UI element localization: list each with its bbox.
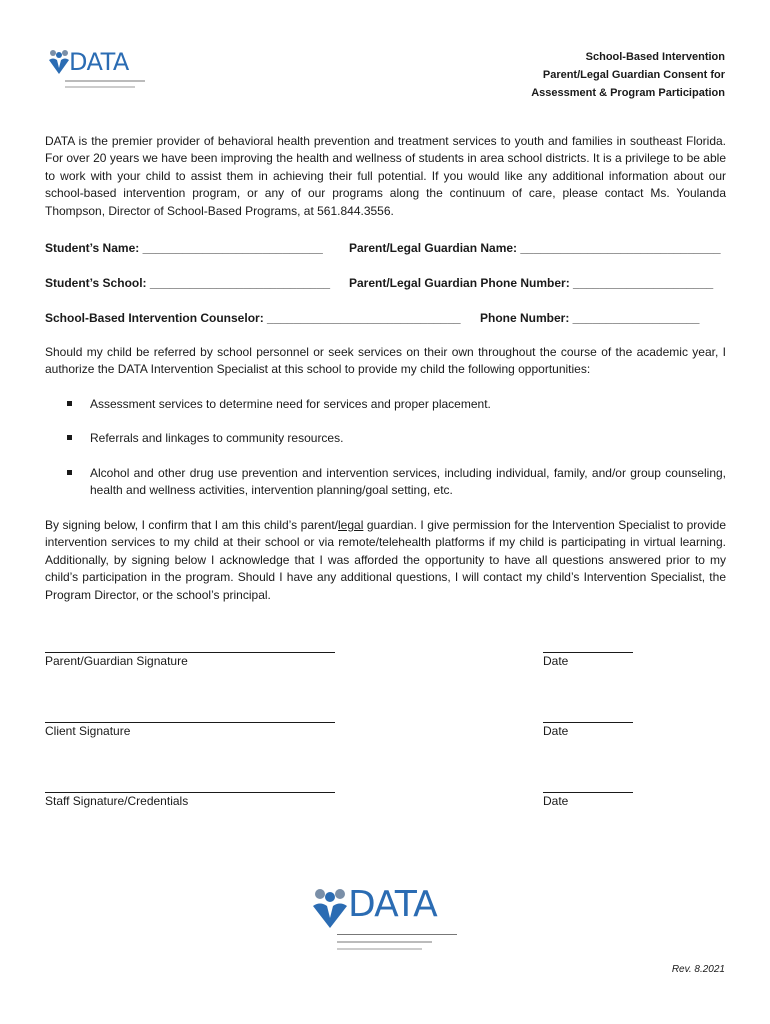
- list-item: Referrals and linkages to community resources.: [45, 430, 726, 447]
- date-label: Date: [543, 724, 569, 738]
- list-item: Alcohol and other drug use prevention and intervention services, including individual, family, and/or group counseling, health and wellness activities, intervention planning/goal setting, etc.: [45, 465, 726, 500]
- counselor-field[interactable]: School-Based Intervention Counselor: _____________________________: [45, 311, 461, 325]
- title-line-1: School-Based Intervention: [585, 51, 725, 63]
- guardian-phone-field[interactable]: Parent/Legal Guardian Phone Number: _____________________: [349, 276, 714, 290]
- signature-label: Staff Signature/Credentials: [45, 794, 189, 808]
- date-label: Date: [543, 794, 569, 808]
- date-line[interactable]: [543, 780, 633, 793]
- title-line-3: Assessment & Program Participation: [531, 87, 725, 99]
- consent-paragraph: By signing below, I confirm that I am this child’s parent/legal guardian. I give permission for the Intervention Specialist to provide intervention services to my child at their school or via remote/telehealth platforms if my child is participating in virtual learning. Additionally, by signing below I acknowledge that I was afforded the opportunity to have all questions answered prior to my child’s participation in the program. Should I have any additional questions, I will contact my child’s Intervention Specialist, the Program Director, or the school’s principal.: [45, 518, 726, 602]
- form-title: [531, 48, 725, 102]
- staff-date-block[interactable]: [543, 780, 633, 810]
- student-school-field[interactable]: Student’s School: ___________________________: [45, 276, 331, 290]
- intro-paragraph: DATA is the premier provider of behavioral health prevention and treatment services to youth and families in southeast Florida. For over 20 years we have been improving the health and wellness of students in area school districts. It is a privilege to be able to work with your child to assist them in achieving their full potential. If you would like any additional information about our school-based intervention program, or any of our programs along the continuum of care, please contact Ms. Youlanda Thompson, Director of School-Based Programs, at 561.844.3556.: [45, 134, 726, 218]
- bullet-square-icon: [67, 470, 72, 475]
- date-label: Date: [543, 654, 569, 668]
- data-logo-bottom: [310, 884, 460, 964]
- title-line-2: Parent/Legal Guardian Consent for: [542, 69, 725, 81]
- data-logo-top: [45, 44, 155, 96]
- authorization-paragraph: Should my child be referred by school personnel or seek services on their own throughout the course of the academic year, I authorize the DATA Intervention Specialist at this school to provide my child the following opportunities:: [45, 345, 726, 377]
- logo-wordmark: DATA: [69, 48, 129, 76]
- student-name-field[interactable]: Student’s Name: ___________________________: [45, 241, 323, 255]
- revision-label: Rev. 8.2021: [671, 964, 725, 975]
- signature-line[interactable]: [45, 710, 335, 723]
- signature-label: Client Signature: [45, 724, 131, 738]
- date-line[interactable]: [543, 710, 633, 723]
- people-logo-icon: [47, 48, 71, 76]
- client-signature-block[interactable]: [45, 710, 335, 740]
- client-date-block[interactable]: [543, 710, 633, 740]
- services-list: [45, 396, 726, 517]
- people-logo-icon: [310, 886, 350, 930]
- parent-signature-block[interactable]: [45, 640, 335, 670]
- staff-signature-block[interactable]: [45, 780, 335, 810]
- bullet-square-icon: [67, 435, 72, 440]
- underlined-word: legal: [338, 518, 364, 532]
- guardian-name-field[interactable]: Parent/Legal Guardian Name: ______________________________: [349, 241, 721, 255]
- signature-label: Parent/Guardian Signature: [45, 654, 188, 668]
- parent-date-block[interactable]: [543, 640, 633, 670]
- phone-number-field[interactable]: Phone Number: ___________________: [480, 311, 700, 325]
- list-item: Assessment services to determine need for services and proper placement.: [45, 396, 726, 413]
- logo-tagline-graphic: [65, 76, 151, 88]
- bullet-square-icon: [67, 401, 72, 406]
- signature-line[interactable]: [45, 640, 335, 653]
- logo-wordmark: DATA: [348, 884, 437, 925]
- logo-tagline-graphic: [337, 934, 457, 950]
- signature-line[interactable]: [45, 780, 335, 793]
- date-line[interactable]: [543, 640, 633, 653]
